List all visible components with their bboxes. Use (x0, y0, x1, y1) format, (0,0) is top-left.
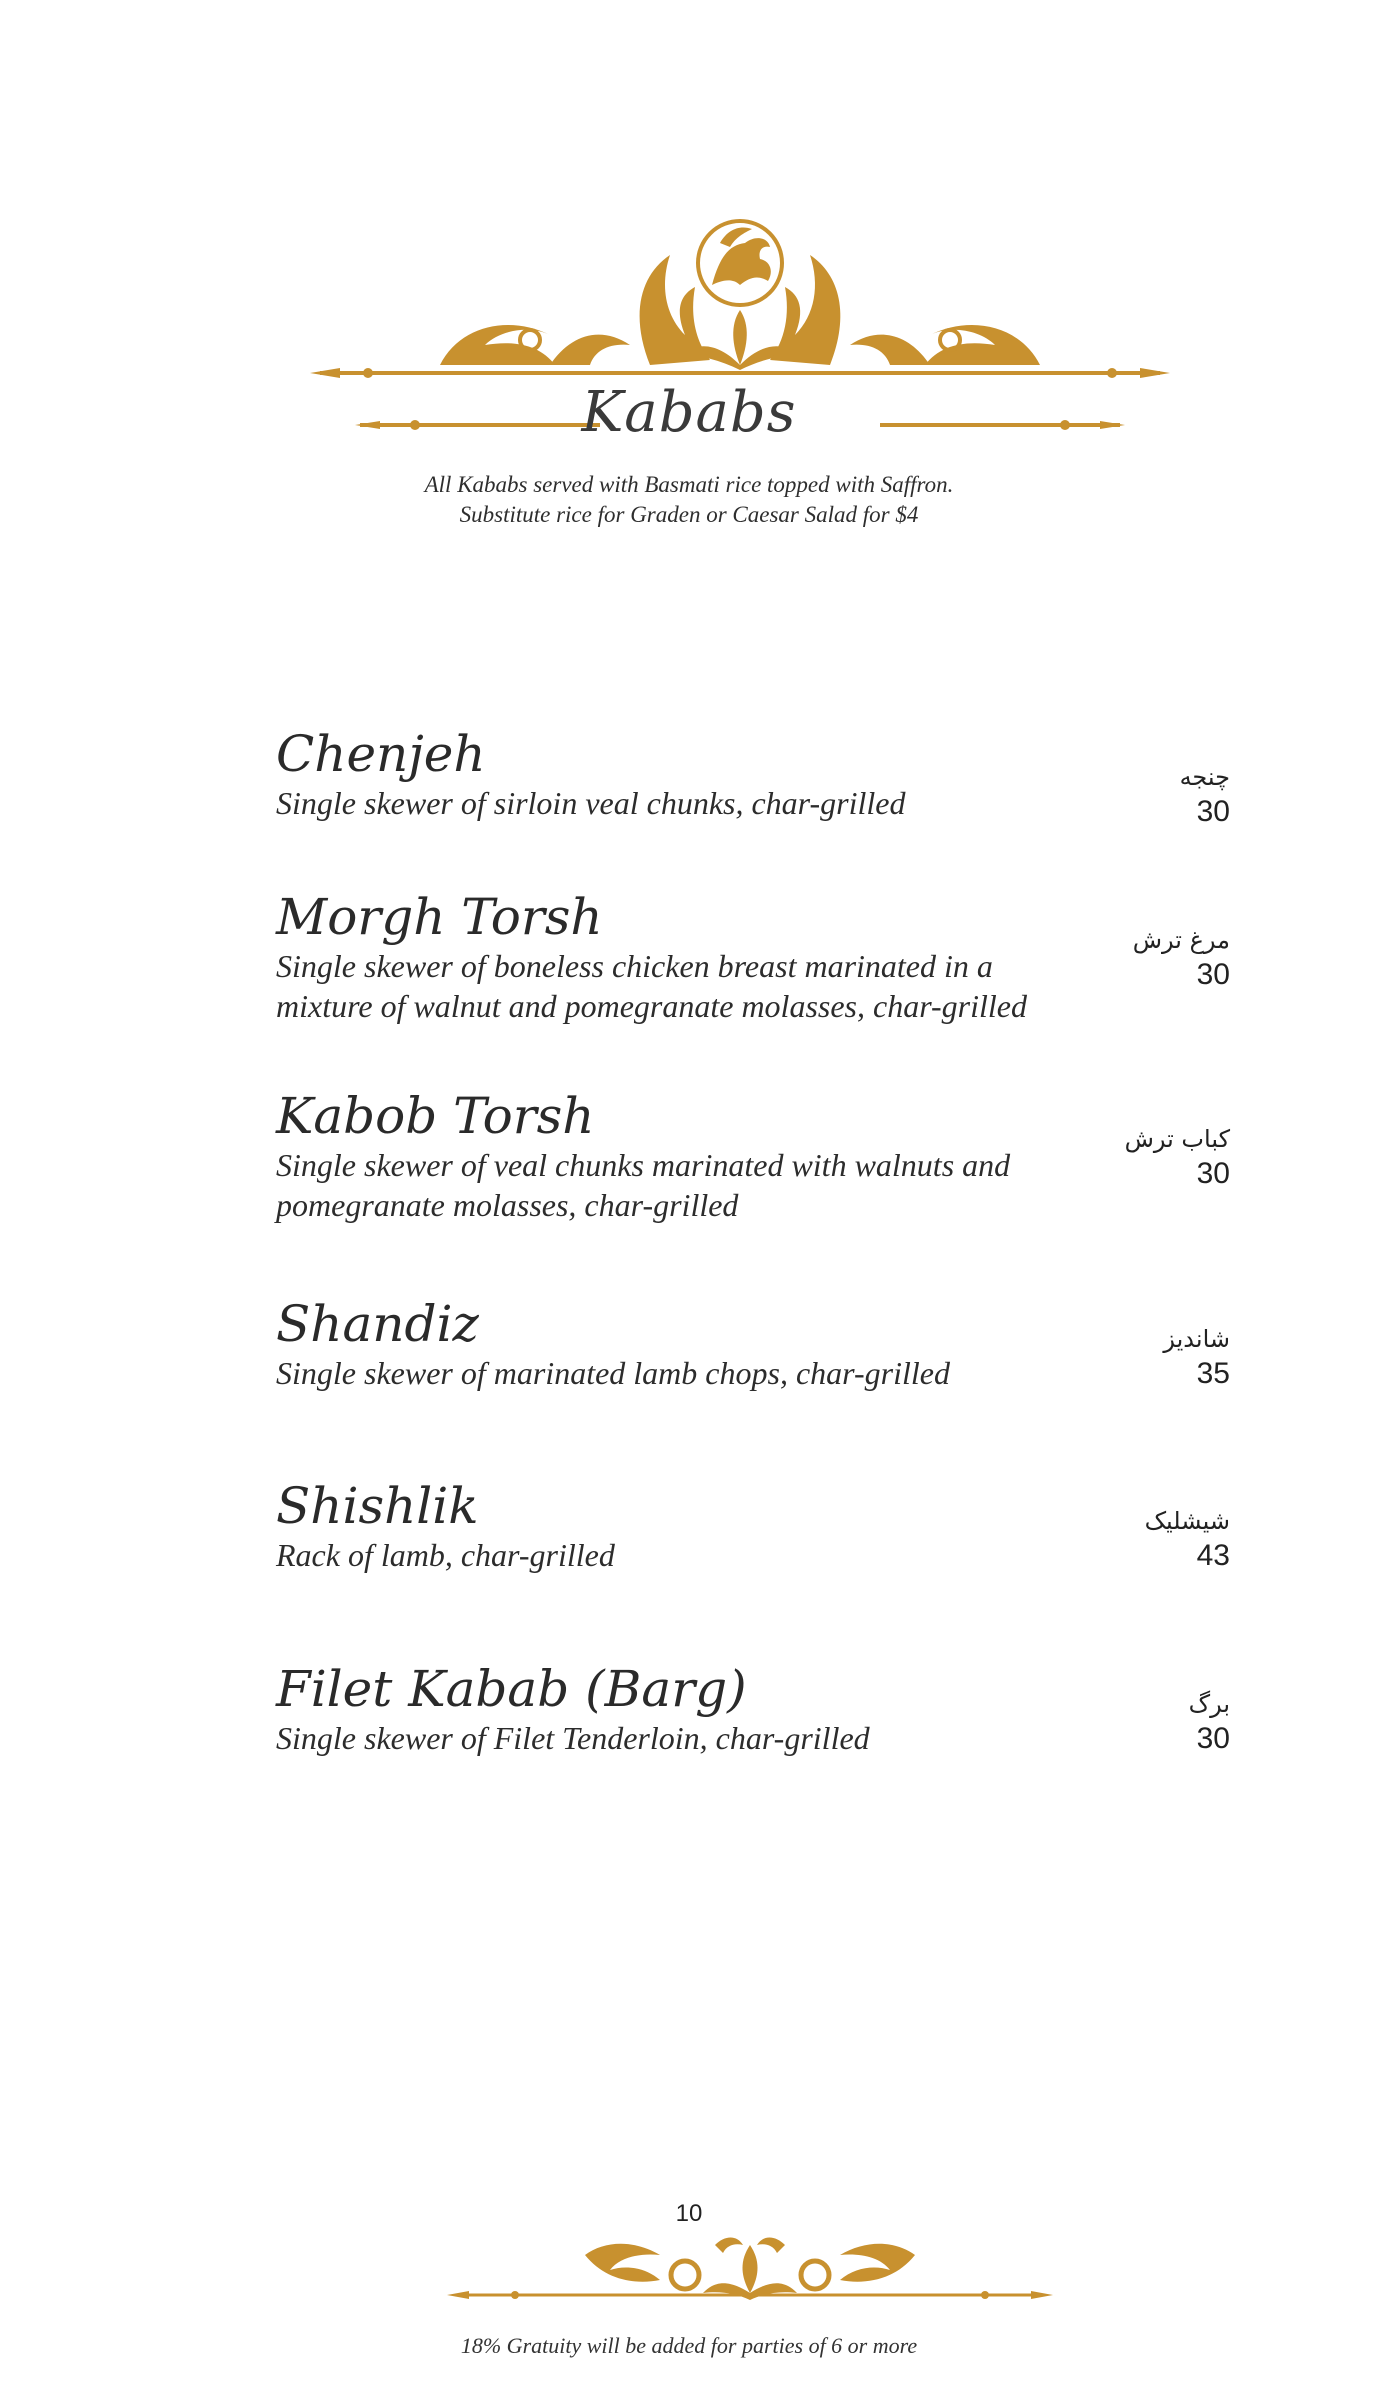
item-farsi-name: شاندیز (1163, 1325, 1230, 1353)
item-price: 30 (1196, 1722, 1230, 1755)
description-line: Single skewer of veal chunks marinated with walnuts and (276, 1147, 1011, 1183)
menu-item (276, 1660, 1236, 1758)
item-farsi-name: شیشلیک (1144, 1507, 1230, 1535)
description-line: Single skewer of marinated lamb chops, char-grilled (276, 1355, 950, 1391)
gratuity-note: 18% Gratuity will be added for parties of 6 or more (460, 2333, 918, 2358)
description-line: pomegranate molasses, char-grilled (276, 1187, 739, 1223)
menu-item (276, 1087, 1236, 1225)
item-price: 30 (1196, 958, 1230, 991)
item-price: 43 (1196, 1539, 1230, 1572)
menu-item (276, 725, 1236, 828)
item-farsi-name: مرغ ترش (1132, 926, 1230, 954)
item-farsi-name: چنجه (1179, 763, 1230, 791)
item-name: Shandiz (276, 1295, 479, 1353)
item-price: 35 (1196, 1357, 1230, 1390)
item-name: Morgh Torsh (276, 888, 603, 946)
item-farsi-name: کباب ترش (1124, 1125, 1230, 1153)
item-description (276, 1145, 1116, 1225)
description-line: Rack of lamb, char-grilled (276, 1537, 615, 1573)
scroll-ornament-icon (445, 2225, 1055, 2315)
item-description (276, 1535, 1116, 1575)
item-description (276, 1718, 1116, 1758)
section-subtitle (0, 470, 1378, 530)
description-line: Single skewer of boneless chicken breast marinated in a (276, 948, 993, 984)
item-name: Chenjeh (276, 725, 486, 783)
subtitle-line: All Kababs served with Basmati rice topped with Saffron. (424, 472, 954, 497)
item-description (276, 1353, 1116, 1393)
subtitle-line: Substitute rice for Graden or Caesar Salad for $4 (459, 502, 919, 527)
section-title: Kababs (581, 380, 797, 445)
item-name: Shishlik (276, 1477, 479, 1535)
item-description (276, 946, 1116, 1026)
menu-item (276, 888, 1236, 1026)
item-farsi-name: برگ (1188, 1690, 1230, 1718)
description-line: mixture of walnut and pomegranate molasses, char-grilled (276, 988, 1027, 1024)
menu-item (276, 1295, 1236, 1393)
description-line: Single skewer of Filet Tenderloin, char-grilled (276, 1720, 870, 1756)
item-price: 30 (1196, 1157, 1230, 1190)
item-price: 30 (1196, 795, 1230, 828)
page-number: 10 (675, 2200, 703, 2227)
menu-item (276, 1477, 1236, 1575)
item-description (276, 783, 1116, 823)
item-name: Filet Kabab (Barg) (276, 1660, 747, 1718)
description-line: Single skewer of sirloin veal chunks, char-grilled (276, 785, 906, 821)
item-name: Kabob Torsh (276, 1087, 595, 1145)
